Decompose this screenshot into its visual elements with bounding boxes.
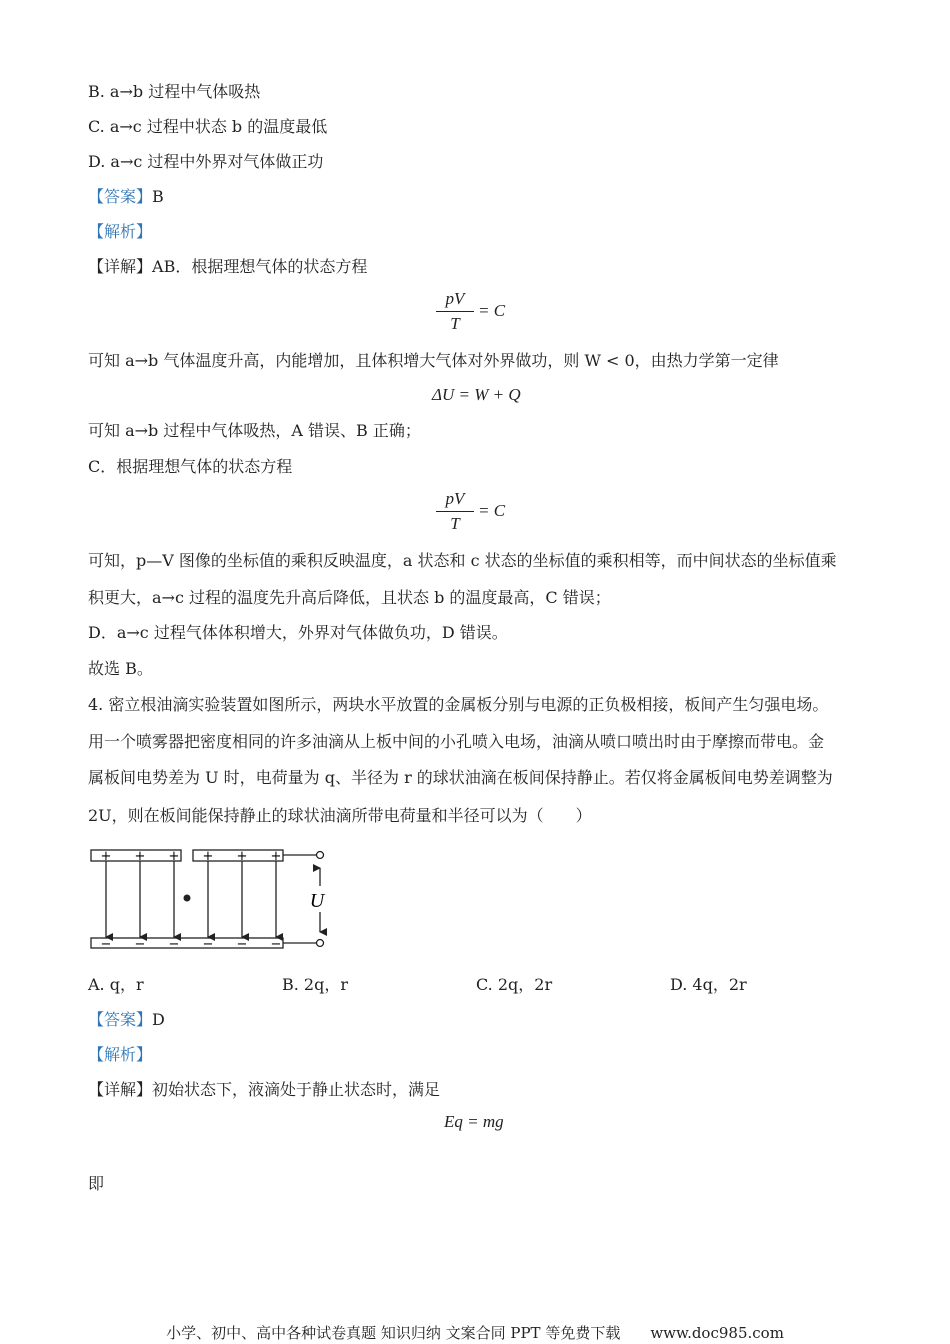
plus-sign: + (236, 849, 248, 864)
question-4-line-4: 2U，则在板间能保持静止的球状油滴所带电荷量和半径可以为（ ） (88, 806, 592, 825)
answer-value: D (152, 1010, 165, 1029)
voltage-label: U (309, 890, 325, 912)
question-4-line-2: 用一个喷雾器把密度相同的许多油滴从上板中间的小孔喷入电场，油滴从喷口喷出时由于摩擦而带电。金 (88, 732, 825, 751)
bottom-plate (91, 938, 283, 948)
fraction-numerator: pV (445, 289, 465, 308)
minus-sign: − (202, 937, 214, 952)
fraction-denominator: T (450, 514, 460, 533)
millikan-apparatus-diagram (85, 842, 335, 954)
option-c: C. a→c 过程中状态 b 的温度最低 (88, 117, 328, 136)
detail-text: AB．根据理想气体的状态方程 (152, 257, 368, 276)
plus-sign: + (202, 849, 214, 864)
known-line-4: 积更大，a→c 过程的温度先升高后降低，且状态 b 的温度最高，C 错误； (88, 588, 611, 607)
fraction-rhs-2: = C (478, 501, 506, 520)
known-line-1: 可知 a→b 气体温度升高，内能增加，且体积增大气体对外界做功，则 W < 0，由热力学第一定律 (88, 351, 779, 370)
balance-equation: Eq = mg (444, 1112, 504, 1131)
ji-line: 即 (88, 1174, 105, 1193)
fraction-rhs-1: = C (478, 301, 506, 320)
option-d-q4: D. 4q，2r (670, 975, 747, 994)
answer-line-2 (88, 1009, 165, 1031)
plus-sign: + (168, 849, 180, 864)
answer-line-1 (88, 186, 164, 208)
minus-sign: − (134, 937, 146, 952)
plus-sign: + (100, 849, 112, 864)
known-line-2: 可知 a→b 过程中气体吸热，A 错误、B 正确； (88, 421, 421, 440)
fraction-bar (436, 311, 474, 312)
option-a-q4: A. q，r (88, 975, 144, 994)
c-analysis-line: C．根据理想气体的状态方程 (88, 457, 293, 476)
first-law-equation: ΔU = W + Q (432, 385, 521, 404)
plus-sign: + (134, 849, 146, 864)
detail-tag: 【详解】 (88, 1080, 153, 1099)
minus-sign: − (100, 937, 112, 952)
ideal-gas-fraction-2 (430, 488, 480, 535)
ideal-gas-fraction-1 (430, 288, 480, 335)
analysis-tag-1: 【解析】 (88, 222, 153, 241)
detail-line-2 (88, 1079, 440, 1101)
page-footer: 小学、初中、高中各种试卷真题 知识归纳 文案合同 PPT 等免费下载 www.doc985.com (166, 1324, 784, 1342)
minus-sign: − (270, 937, 282, 952)
choose-line: 故选 B。 (88, 659, 153, 678)
question-4-line-3: 属板间电势差为 U 时，电荷量为 q、半径为 r 的球状油滴在板间保持静止。若仅将金属板间电势差调整为 (88, 768, 833, 787)
minus-sign: − (168, 937, 180, 952)
answer-value: B (152, 187, 164, 206)
fraction-numerator: pV (445, 489, 465, 508)
option-b: B. a→b 过程中气体吸热 (88, 82, 261, 101)
answer-tag: 【答案】 (88, 1010, 153, 1029)
detail-tag: 【详解】 (88, 257, 153, 276)
oil-droplet (184, 895, 191, 902)
minus-sign: − (236, 937, 248, 952)
detail-text: 初始状态下，液滴处于静止状态时，满足 (152, 1080, 441, 1099)
option-c-q4: C. 2q，2r (476, 975, 553, 994)
question-4-line-1: 4. 密立根油滴实验装置如图所示，两块水平放置的金属板分别与电源的正负极相接，板间产生匀强电场。 (88, 695, 829, 714)
terminal-top (317, 852, 324, 859)
option-b-q4: B. 2q，r (282, 975, 349, 994)
option-d: D. a→c 过程中外界对气体做正功 (88, 152, 324, 171)
fraction-bar (436, 511, 474, 512)
fraction-denominator: T (450, 314, 460, 333)
analysis-tag-2: 【解析】 (88, 1045, 153, 1064)
terminal-bottom (317, 940, 324, 947)
known-line-3: 可知，p—V 图像的坐标值的乘积反映温度，a 状态和 c 状态的坐标值的乘积相等，而中间状态的坐标值乘 (88, 551, 837, 570)
answer-tag: 【答案】 (88, 187, 153, 206)
detail-line-1 (88, 256, 367, 278)
d-analysis-line: D．a→c 过程气体体积增大，外界对气体做负功，D 错误。 (88, 623, 508, 642)
plus-sign: + (270, 849, 282, 864)
